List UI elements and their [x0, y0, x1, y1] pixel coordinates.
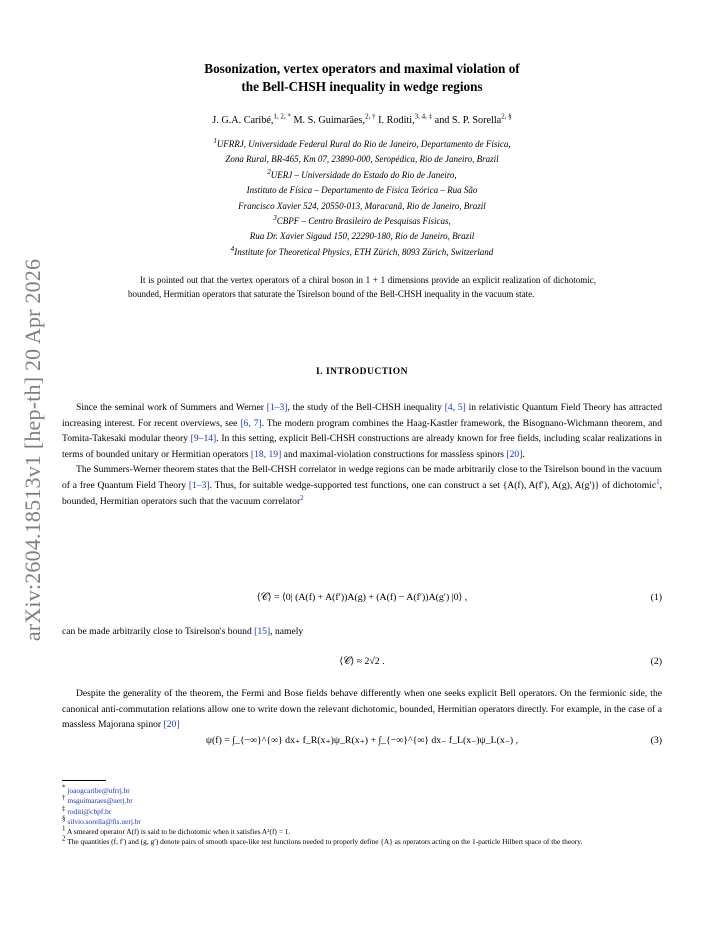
- paragraph: The Summers-Werner theorem states that the Bell-CHSH correlator in wedge regions can be made arbitrarily close to the Tsirelson bound in the vacuum of a free Quantum Field Theory [1–3]. Thus, for suitable wedge-supported test functions, one can construct a set {A(f), A(f′), A(g), A(g′)} of dichotomic$^1$, bounded, Hermitian operators such that the vacuum correlator$^2$: [62, 464, 662, 507]
- affiliation-mark: 2: [267, 167, 271, 176]
- author-2: M. S. Guimarães,: [293, 115, 366, 126]
- section-heading: I. INTRODUCTION: [316, 367, 408, 377]
- equation-expression: ⟨𝒞⟩ ≈ 2√2 .: [339, 656, 385, 667]
- affiliation-line: [80, 183, 644, 198]
- title-line-1: Bosonization, vertex operators and maximal violation of: [204, 61, 520, 76]
- author-4-marks: 2, §: [501, 112, 512, 121]
- citation-link[interactable]: [6, 7]: [240, 417, 262, 429]
- email-link[interactable]: joaogcaribe@ufrrj.br: [67, 786, 130, 795]
- footnote-text: The quantities (f, f′) and (g, g′) denote pairs of smooth space-like test functions needed to properly define {A} as operators acting on the 1-particle Hilbert space of the theory.: [67, 837, 583, 847]
- equation-1: [62, 592, 662, 610]
- footnote: 2 The quantities (f, f′) and (g, g′) denote pairs of smooth space-like test functions needed to properly define {A} as operators acting on the 1-particle Hilbert space of the theory.: [62, 835, 583, 847]
- author-1: J. G.A. Caribé,: [212, 115, 274, 126]
- equation-number: (2): [650, 656, 662, 667]
- footnote: ‡ roditi@cbpf.br: [62, 804, 112, 816]
- footnote: § silvio.sorella@fis.uerj.br: [62, 814, 141, 826]
- affiliation-line: [80, 152, 644, 167]
- footnote: 1 A smeared operator A(f) is said to be dichotomic when it satisfies A²(f) = 1.: [62, 824, 291, 837]
- footnote: † msguimaraes@uerj.br: [62, 793, 133, 806]
- affiliation-line: [80, 137, 644, 152]
- equation-number: (3): [650, 735, 662, 746]
- citation-link[interactable]: [1–3]: [188, 479, 210, 491]
- affiliation-line: [80, 229, 644, 244]
- equation-expression: ψ(f) = ∫_{−∞}^{∞} dx₊ f_R(x₊)ψ_R(x₊) + ∫_{−∞}^{∞} dx₋ f_L(x₋)ψ_L(x₋) ,: [205, 735, 519, 746]
- citation-link[interactable]: [9–14]: [190, 433, 217, 445]
- affiliation-text: Institute for Theoretical Physics, ETH Zürich, 8093 Zürich, Switzerland: [234, 246, 494, 257]
- email-link[interactable]: msguimaraes@uerj.br: [67, 796, 133, 806]
- affiliation-text: UFRRJ, Universidade Federal Rural do Rio de Janeiro, Departamento de Física,: [216, 139, 511, 149]
- abstract: It is pointed out that the vertex operators of a chiral boson in 1 + 1 dimensions provide an explicit realization of dichotomic, bounded, Hermitian operators that saturate the Tsirelson bound of the Bell-CHSH inequality in the vacuum state.: [128, 275, 596, 299]
- intro-text: [62, 400, 662, 509]
- affiliation-mark: 4: [230, 244, 235, 253]
- citation-link[interactable]: [20]: [506, 448, 523, 460]
- citation-link[interactable]: [20]: [163, 719, 180, 731]
- footnote: * joaogcaribe@ufrrj.br: [62, 783, 130, 795]
- author-list: [80, 112, 644, 126]
- citation-link[interactable]: [4, 5]: [444, 402, 466, 413]
- affiliation-text: Instituto de Física – Departamento de Física Teórica – Rua São: [246, 185, 478, 196]
- affiliation-text: Francisco Xavier 524, 20550-013, Maracanã, Rio de Janeiro, Brazil: [238, 200, 486, 211]
- affiliation-text: UERJ – Universidade do Estado do Rio de Janeiro,: [270, 169, 457, 180]
- footnote-ref[interactable]: 1: [656, 477, 660, 486]
- arxiv-sidebar: [8, 250, 58, 650]
- author-3: I. Roditi,: [378, 115, 415, 126]
- citation-link[interactable]: [1–3]: [266, 402, 288, 413]
- citation-link[interactable]: [15]: [254, 626, 271, 637]
- equation-expression: ⟨𝒞⟩ = ⟨0| (A(f) + A(f′))A(g) + (A(f) − A(f′))A(g′) |0⟩ ,: [256, 592, 468, 603]
- affiliations: [80, 137, 644, 260]
- affiliation-text: CBPF – Centro Brasileiro de Pesquisas Físicas,: [276, 216, 451, 227]
- email-link[interactable]: roditi@cbpf.br: [67, 806, 112, 816]
- affiliation-line: [80, 245, 644, 260]
- paragraph: Since the seminal work of Summers and Werner [1–3], the study of the Bell-CHSH inequality [4, 5] in relativistic Quantum Field Theory has attracted increasing interest. For recent overviews, see [6, 7]. The modern program combines the Haag-Kastler framework, the Bisognano-Wichmann theorem, and Tomita-Takesaki modular theory [9–14]. In this setting, explicit Bell-CHSH constructions are already known for free fields, including scalar realizations in terms of bounded unitary or Hermitian operators [18, 19] and maximal-violation constructions for massless spinors [20].: [62, 402, 663, 460]
- author-2-marks: 2, †: [365, 112, 376, 121]
- email-link[interactable]: silvio.sorella@fis.uerj.br: [67, 816, 141, 826]
- affiliation-line: [80, 214, 644, 229]
- affiliation-line: [80, 199, 644, 214]
- affiliation-text: Zona Rural, BR-465, Km 07, 23890-000, Seropédica, Rio de Janeiro, Brazil: [225, 154, 499, 165]
- equation-3: [62, 735, 662, 753]
- equation-number: (1): [650, 592, 662, 603]
- arxiv-stamp: arXiv:2604.18513v1 [hep-th] 20 Apr 2026: [20, 258, 45, 642]
- equation-2: [62, 656, 662, 674]
- footnote-divider: [62, 780, 106, 781]
- title-line-2: the Bell-CHSH inequality in wedge regions: [241, 79, 483, 94]
- footnote-ref[interactable]: 2: [300, 493, 304, 502]
- paper-title: [120, 60, 604, 96]
- citation-link[interactable]: [18, 19]: [250, 448, 282, 460]
- affiliation-mark: 1: [213, 137, 217, 145]
- affiliation-mark: 3: [273, 214, 277, 223]
- affiliation-text: Rua Dr. Xavier Sigaud 150, 22290-180, Rio de Janeiro, Brazil: [249, 231, 475, 242]
- paragraph: Despite the generality of the theorem, the Fermi and Bose fields behave differently when one seeks explicit Bell operators. On the fermionic side, the canonical anti-commutation relations allow one to write down the relevant dichotomic, bounded, Hermitian operators directly. For example, in the case of a massless Majorana spinor [20]: [62, 688, 662, 731]
- affiliation-line: [80, 168, 644, 183]
- footnote-text: A smeared operator A(f) is said to be dichotomic when it satisfies A²(f) = 1.: [66, 827, 291, 837]
- author-1-marks: 1, 2, *: [273, 112, 291, 121]
- paragraph: can be made arbitrarily close to Tsirelson's bound [15], namely: [62, 626, 304, 637]
- author-4: and S. P. Sorella: [434, 115, 502, 126]
- author-3-marks: 3, 4, ‡: [414, 112, 433, 121]
- footnotes: [62, 783, 662, 848]
